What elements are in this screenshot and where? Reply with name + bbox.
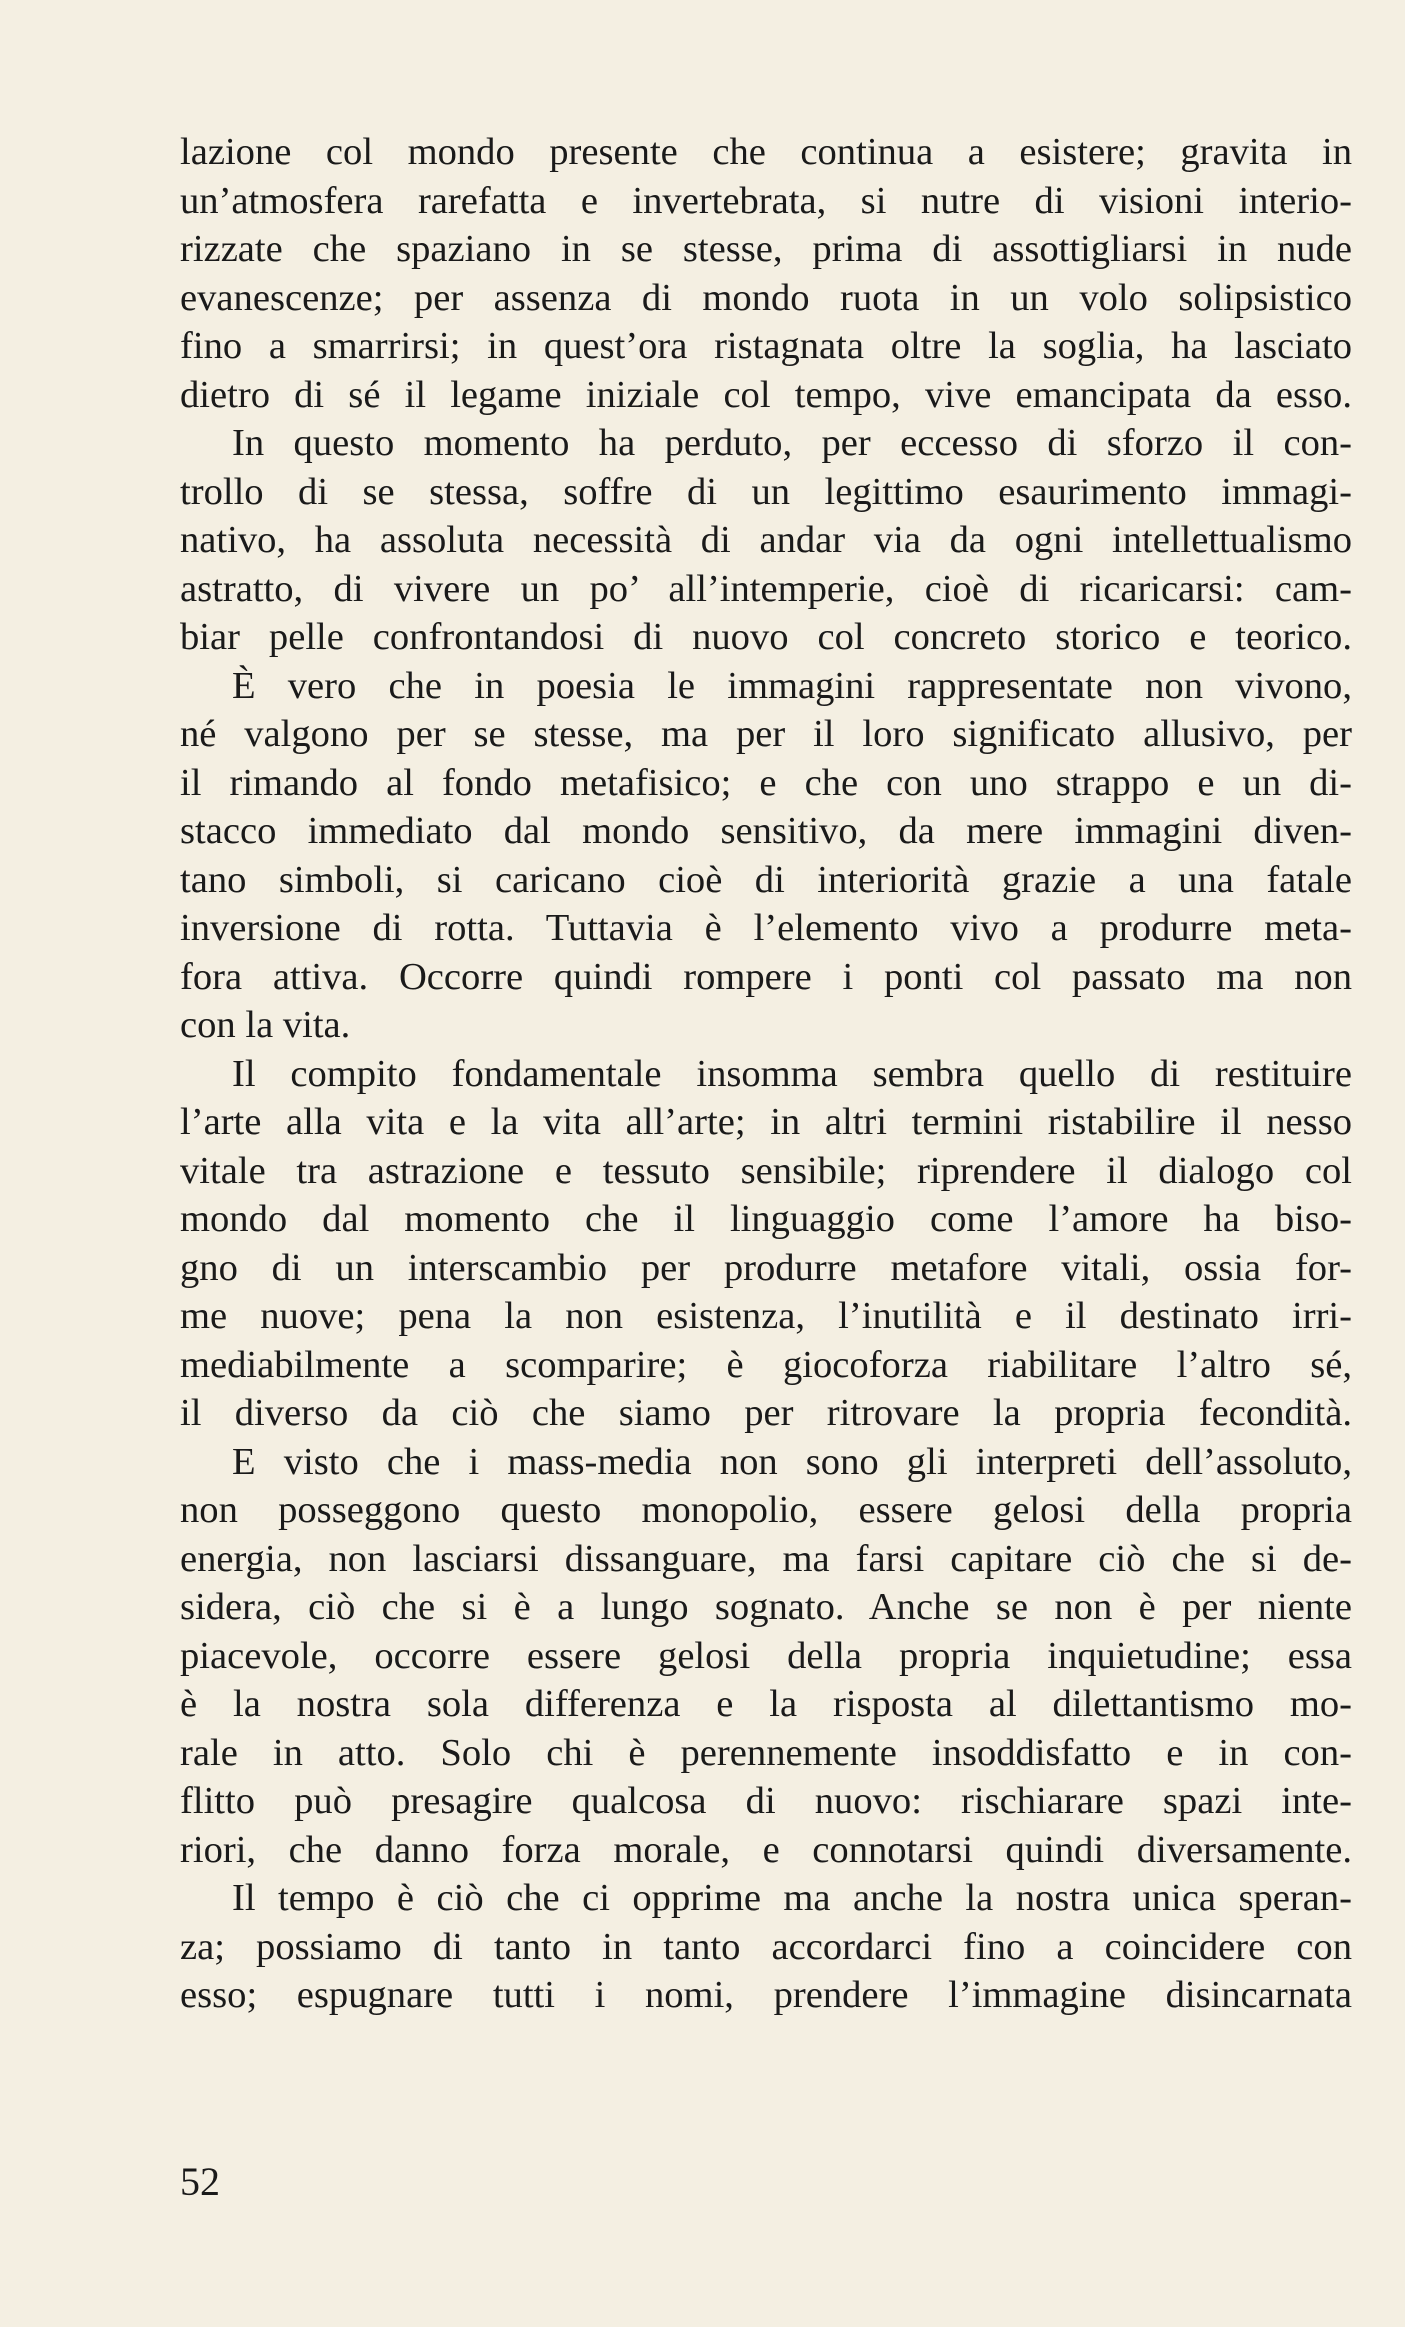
text-line: za; possiamo di tanto in tanto accordarci fino a coincidere con [180,1925,1352,1968]
text-line: sidera, ciò che si è a lungo sognato. Anche se non è per niente [180,1586,1352,1628]
text-line: è la nostra sola differenza e la risposta al dilettantismo mo- [180,1683,1352,1725]
text-line: lazione col mondo presente che continua a esistere; gravita in [180,131,1352,173]
body-text [180,128,1352,2020]
paragraph-end-line: con la vita. [180,1004,351,1046]
text-line: inversione di rotta. Tuttavia è l’elemento vivo a produrre meta- [180,907,1352,949]
text-line: gno di un interscambio per produrre metafore vitali, ossia for- [180,1246,1352,1289]
text-line: stacco immediato dal mondo sensitivo, da mere immagini diven- [180,810,1352,852]
text-line: biar pelle confrontandosi di nuovo col concreto storico e teorico. [180,616,1352,658]
text-line: l’arte alla vita e la vita all’arte; in altri termini ristabilire il nesso [180,1101,1352,1143]
text-line: fora attiva. Occorre quindi rompere i ponti col passato ma non [180,955,1352,998]
paragraph-start-line: È vero che in poesia le immagini rappresentate non vivono, [232,664,1352,707]
paragraph-start-line: E visto che i mass-media non sono gli interpreti dell’assoluto, [232,1440,1352,1483]
text-line: me nuove; pena la non esistenza, l’inutilità e il destinato irri- [180,1295,1352,1337]
paragraph-start-line: In questo momento ha perduto, per eccesso di sforzo il con- [232,422,1352,464]
text-line: mondo dal momento che il linguaggio come l’amore ha biso- [180,1198,1352,1240]
text-line: evanescenze; per assenza di mondo ruota in un volo solipsistico [180,276,1352,319]
text-line: fino a smarrirsi; in quest’ora ristagnata oltre la soglia, ha lasciato [180,325,1352,367]
text-line: vitale tra astrazione e tessuto sensibile; riprendere il dialogo col [180,1149,1352,1192]
paragraph-start-line: Il tempo è ciò che ci opprime ma anche la nostra unica speran- [232,1877,1352,1919]
text-line: dietro di sé il legame iniziale col tempo, vive emancipata da esso. [180,373,1352,416]
text-line: non posseggono questo monopolio, essere gelosi della propria [180,1489,1352,1531]
text-line: nativo, ha assoluta necessità di andar via da ogni intellettualismo [180,519,1352,561]
text-line: il rimando al fondo metafisico; e che con uno strappo e un di- [180,761,1352,804]
text-line: il diverso da ciò che siamo per ritrovare la propria fecondità. [180,1392,1352,1434]
text-line: trollo di se stessa, soffre di un legittimo esaurimento immagi- [180,470,1352,513]
text-line: rizzate che spaziano in se stesse, prima di assottigliarsi in nude [180,228,1352,270]
text-line: riori, che danno forza morale, e connotarsi quindi diversamente. [180,1828,1352,1871]
page-number: 52 [180,2159,220,2204]
text-line: tano simboli, si caricano cioè di interiorità grazie a una fatale [180,858,1352,901]
text-line: energia, non lasciarsi dissanguare, ma farsi capitare ciò che si de- [180,1537,1352,1580]
text-line: mediabilmente a scomparire; è giocoforza riabilitare l’altro sé, [180,1343,1352,1386]
text-line: flitto può presagire qualcosa di nuovo: rischiarare spazi inte- [180,1780,1352,1822]
text-line: rale in atto. Solo chi è perennemente insoddisfatto e in con- [180,1731,1352,1774]
text-line: un’atmosfera rarefatta e invertebrata, si nutre di visioni interio- [180,179,1352,222]
paragraph-start-line: Il compito fondamentale insomma sembra quello di restituire [232,1052,1352,1095]
text-line: né valgono per se stesse, ma per il loro significato allusivo, per [180,713,1352,755]
text-line: piacevole, occorre essere gelosi della propria inquietudine; essa [180,1634,1352,1677]
text-line: esso; espugnare tutti i nomi, prendere l’immagine disincarnata [180,1974,1352,2016]
text-line: astratto, di vivere un po’ all’intemperie, cioè di ricaricarsi: cam- [180,567,1352,610]
